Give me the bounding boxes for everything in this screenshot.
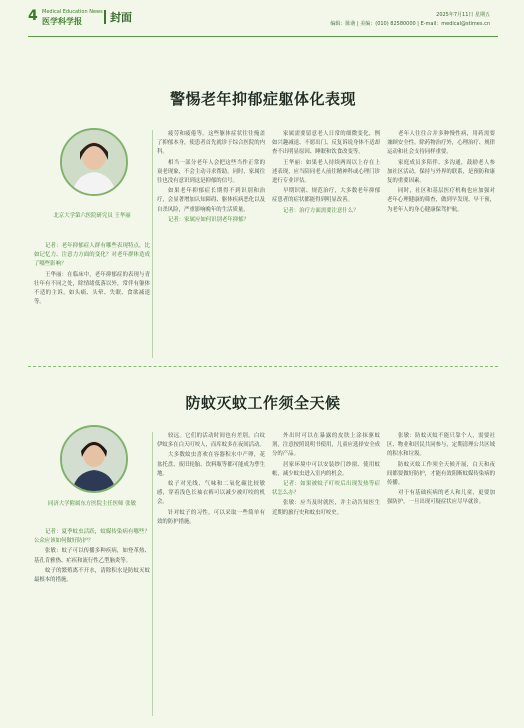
page-number: 4: [28, 8, 38, 24]
article2-col2: [157, 432, 265, 718]
paragraph: 王华丽：在临床中，老年抑郁症的表现与青壮年有不同之处，除情绪低落以外，常伴有躯体不适的主诉，如头痛、头晕、失眠、食欲减退等。: [34, 271, 150, 306]
paragraph: 蚊子对光线、气味和二氧化碳比较敏感，穿着浅色长袖衣裤可以减少被叮咬的机会。: [157, 481, 265, 506]
paragraph: 张敏：蚊子可以传播多种疾病，如登革热、基孔肯雅热、疟疾和流行性乙型脑炎等。: [34, 548, 150, 564]
paragraph: 疲劳和疲倦等。这些躯体症状往往掩盖了抑郁本身，使患者首先就诊于综合医院的内科。: [157, 131, 265, 156]
paragraph: 相当一部分老年人会把这些当作正常的衰老现象，不会主动寻求帮助。同时，家属往往也没有意识到这是抑郁的信号。: [157, 159, 265, 185]
paragraph: 早期识别、规范治疗，大多数老年抑郁症患者的症状都能得到明显改善。: [272, 188, 380, 204]
photo-caption-1: 北京大学第六医院研究员 王华丽: [53, 213, 131, 219]
editor-info: 编辑：陈萌 | 美编：(010) 82580000 | E-mail：medical@stimes.cn: [330, 21, 490, 27]
paragraph: 针对蚊子的习性，可以采取一些简单有效的防护措施。: [157, 509, 265, 525]
page-header: [0, 0, 524, 44]
column-divider: [152, 130, 153, 358]
paragraph: 张敏：应当及时就医，并主动告知医生近期的旅行史和蚊虫叮咬史。: [272, 500, 380, 516]
header-rule: [28, 36, 498, 37]
paragraph: 记者：家属应如何识别老年抑郁？: [168, 216, 249, 223]
section-marker: [104, 10, 106, 24]
article1-col2: [157, 130, 265, 360]
article-divider: [28, 366, 498, 367]
article1-col3: [272, 130, 380, 360]
author-photo-1: [60, 128, 128, 196]
article1-col1: [34, 242, 150, 360]
paragraph: 对于有基础疾病的老人和儿童，更要加强防护，一旦出现可疑症状应尽早就诊。: [387, 490, 495, 506]
paragraph: 老年人往往合并多种慢性病，用药需要兼顾安全性。除药物治疗外，心理治疗、规律运动和社会支持同样重要。: [387, 131, 495, 156]
issue-date: 2025年7月11日 星期五: [436, 12, 490, 18]
paragraph: 张敏：防蚊灭蚊不能只靠个人，需要社区、物业和居民共同参与，定期清理公共区域的积水和垃圾。: [387, 433, 495, 458]
brand-en: Medical Education News: [42, 9, 103, 15]
author-photo-2: [60, 425, 128, 493]
paragraph: 王华丽：如果老人持续两周以上存在上述表现，应当陪同老人前往精神科或心理门诊进行专业评估。: [272, 159, 380, 185]
article2-col3: [272, 432, 380, 718]
paragraph: 蚊子的繁殖离不开水，清除积水是防蚊灭蚊最根本的措施。: [34, 567, 150, 584]
paragraph: 记者：老年抑郁症人群有哪些表现特点，比如记忆力、注意力方面的变化？对老年群体造成了哪些影响？: [34, 243, 150, 268]
article1-title: 警惕老年抑郁症躯体化表现: [169, 90, 356, 108]
paragraph: 记者：如果被蚊子叮咬后出现发热等症状怎么办？: [272, 481, 380, 497]
article2-col1: [34, 528, 150, 718]
column-divider: [152, 432, 153, 716]
paragraph: 大多数蚊虫喜欢在容器积水中产卵，花盆托盘、废旧轮胎、饮料瓶等都可能成为孳生地。: [157, 452, 265, 477]
paragraph: 家庭成员多陪伴、多沟通，鼓励老人参加社区活动，保持与外界的联系，是预防和康复的重要因素。: [387, 159, 495, 185]
section-name: 封面: [110, 11, 132, 24]
paragraph: 如果老年抑郁症长期得不到识别和治疗，会显著增加认知障碍、躯体疾病恶化以及自杀风险，严重影响晚年的生活质量。: [157, 188, 265, 213]
paragraph: 记者：夏季蚊虫活跃，蚊媒传染病有哪些？公众应该如何做好防护？: [34, 529, 150, 545]
brand-logo: 医学科学报: [42, 17, 82, 26]
paragraph: 外出时可以在暴露的皮肤上涂抹驱蚊剂，注意按照说明书使用，儿童应选择安全成分的产品。: [272, 433, 380, 458]
paragraph: 记者：治疗方面需要注意什么？: [283, 207, 359, 214]
article2-title: 防蚊灭蚊工作须全天候: [185, 394, 341, 412]
article2-col4: [387, 432, 495, 718]
paragraph: 同时，社区和基层医疗机构也应加强对老年心理健康的筛查，做到早发现、早干预，为老年人的身心健康保驾护航。: [387, 188, 495, 213]
paragraph: 家属需要留意老人日常的细微变化，例如兴趣减退、不愿出门、反复诉说身体不适却查不出明显原因、睡眠和饮食改变等。: [272, 131, 380, 156]
article1-col4: [387, 130, 495, 360]
photo-caption-2: 同济大学附属东方医院主任医师 张敏: [48, 501, 136, 507]
paragraph: 居家环境中可以安装纱门纱窗、使用蚊帐，减少蚊虫进入室内的机会。: [272, 461, 380, 477]
paragraph: 防蚊灭蚊工作须全天候开展，白天和夜间都要做好防护，才能有效阻断蚊媒传染病的传播。: [387, 461, 495, 487]
paragraph: 较远。它们的活动时间也有差别，白纹伊蚊多在白天叮咬人，而库蚊多在夜间活动。: [157, 433, 265, 449]
